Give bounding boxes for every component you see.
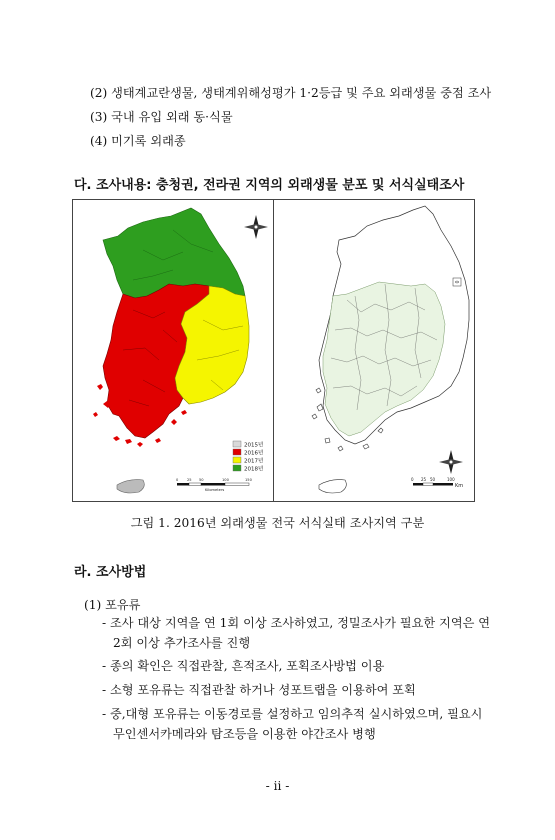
legend-swatch-2018	[233, 465, 241, 471]
list-number: (2)	[90, 86, 108, 100]
legend-label: 2016년	[244, 450, 264, 457]
scale-unit: Kilometers	[205, 488, 225, 492]
list-text: 국내 유입 외래 동·식물	[111, 110, 233, 124]
list-text: 생태계교란생물, 생태계위해성평가 1·2등급 및 주요 외래생물 중점 조사	[111, 86, 492, 100]
legend-item	[233, 449, 263, 457]
bullet-line: - 소형 포유류는 직접관찰 하거나 셩포트랩을 이용하여 포획	[102, 683, 416, 697]
list-item-4	[90, 132, 186, 149]
legend-item	[233, 441, 263, 449]
scale-unit: Km	[455, 483, 464, 489]
study-area-outline-map	[275, 200, 474, 501]
study-area	[323, 282, 445, 436]
north-arrow-icon	[244, 215, 268, 239]
scale-tick: 100	[447, 477, 455, 482]
legend-item	[233, 457, 263, 465]
bullet-line: 무인센서카메라와 탐조등을 이용한 야간조사 병행	[113, 727, 376, 741]
legend-label: 2015년	[244, 442, 264, 449]
section-heading-survey-method: 라. 조사방법	[74, 565, 147, 580]
scale-tick: 150	[245, 478, 252, 482]
section-heading-survey-content: 다. 조사내용: 충청권, 전라권 지역의 외래생물 분포 및 서식실태조사	[74, 178, 465, 193]
bullet-line: - 종의 확인은 직접관찰, 흔적조사, 포획조사방법 이용	[102, 659, 385, 673]
legend-label: 2018년	[244, 466, 264, 473]
legend-swatch-2017	[233, 457, 241, 463]
scale-tick: 50	[430, 477, 436, 482]
bullet-line: 2회 이상 추가조사를 진행	[113, 636, 251, 650]
bullet-line: - 조사 대상 지역을 연 1회 이상 조사하였고, 정밀조사가 필요한 지역은 연	[102, 616, 491, 630]
jeju-island	[319, 480, 346, 493]
legend-item	[233, 465, 263, 473]
jeju-island	[117, 480, 144, 493]
bullet-line: - 중,대형 포유류는 이동경로를 설정하고 임의추적 실시하였으며, 필요시	[102, 707, 483, 721]
north-arrow-icon	[439, 450, 463, 474]
legend-label: 2017년	[244, 458, 264, 465]
scale-tick: 100	[222, 478, 229, 482]
scale-bar	[176, 478, 253, 492]
map-legend	[233, 441, 263, 473]
legend-swatch-2016	[233, 449, 241, 455]
list-item-2	[90, 84, 491, 101]
scale-tick: 0	[176, 478, 179, 482]
figure-caption: 그림 1. 2016년 외래생물 전국 서식실태 조사지역 구분	[130, 516, 425, 530]
list-item-3	[90, 108, 233, 125]
list-number: (4)	[90, 134, 108, 148]
page-number: - ii -	[265, 779, 290, 793]
scale-tick: 25	[421, 477, 427, 482]
survey-region-map	[73, 200, 273, 501]
list-number: (3)	[90, 110, 108, 124]
scale-tick: 0	[411, 477, 414, 482]
list-text: 미기록 외래종	[111, 134, 186, 148]
figure-divider	[273, 199, 274, 502]
legend-swatch-2015	[233, 441, 241, 447]
scale-bar	[411, 477, 463, 489]
scale-tick: 50	[199, 478, 204, 482]
subsection-mammals: (1) 포유류	[84, 598, 141, 612]
scale-tick: 25	[187, 478, 192, 482]
